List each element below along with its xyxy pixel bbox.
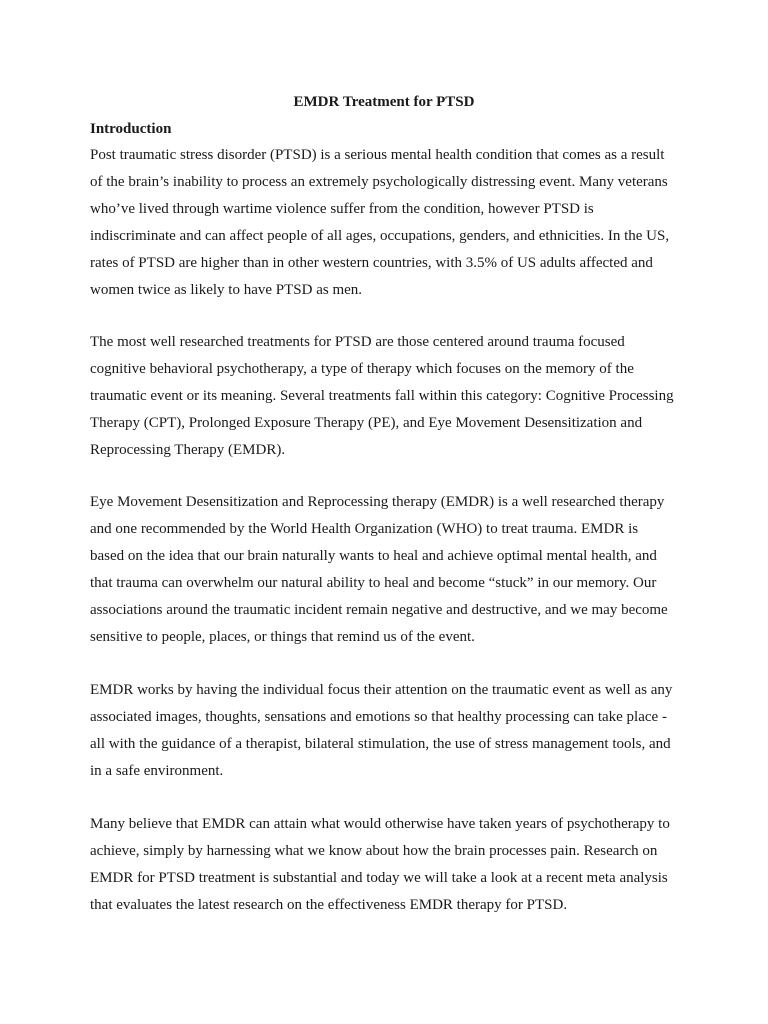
text-line: indiscriminate and can affect people of all ages, occupations, genders, and ethnicities. In the US, bbox=[90, 228, 670, 244]
text-line: and one recommended by the World Health Organization (WHO) to treat trauma. EMDR is bbox=[90, 521, 639, 537]
text-line: sensitive to people, places, or things that remind us of the event. bbox=[90, 629, 475, 645]
text-line: that trauma can overwhelm our natural ability to heal and become “stuck” in our memory. Our bbox=[90, 575, 657, 591]
text-line: Post traumatic stress disorder (PTSD) is a serious mental health condition that comes as a result bbox=[90, 147, 665, 163]
paragraph-3 bbox=[90, 489, 690, 651]
text-line: of the brain’s inability to process an extremely psychologically distressing event. Many veterans bbox=[90, 174, 668, 190]
text-line: EMDR for PTSD treatment is substantial and today we will take a look at a recent meta analysis bbox=[90, 870, 668, 886]
text-line: based on the idea that our brain naturally wants to heal and achieve optimal mental health, and bbox=[90, 548, 657, 564]
text-line: Reprocessing Therapy (EMDR). bbox=[90, 442, 286, 458]
text-line: all with the guidance of a therapist, bilateral stimulation, the use of stress management tools, and bbox=[90, 736, 671, 752]
text-line: The most well researched treatments for PTSD are those centered around trauma focused bbox=[90, 334, 625, 350]
text-line: cognitive behavioral psychotherapy, a type of therapy which focuses on the memory of the bbox=[90, 361, 634, 377]
paragraph-1 bbox=[90, 142, 690, 304]
text-line: in a safe environment. bbox=[90, 763, 224, 779]
text-line: EMDR works by having the individual focus their attention on the traumatic event as well as any bbox=[90, 682, 673, 698]
paragraph-4 bbox=[90, 677, 690, 785]
text-line: that evaluates the latest research on the effectiveness EMDR therapy for PTSD. bbox=[90, 897, 568, 913]
text-line: achieve, simply by harnessing what we know about how the brain processes pain. Research on bbox=[90, 843, 658, 859]
section-heading-introduction: Introduction bbox=[90, 121, 172, 137]
paragraph-2 bbox=[90, 329, 690, 464]
text-line: traumatic event or its meaning. Several treatments fall within this category: Cognitive Processing bbox=[90, 388, 674, 404]
text-line: Eye Movement Desensitization and Reprocessing therapy (EMDR) is a well researched therapy bbox=[90, 494, 665, 510]
text-line: who’ve lived through wartime violence suffer from the condition, however PTSD is bbox=[90, 201, 594, 217]
text-line: associations around the traumatic incident remain negative and destructive, and we may become bbox=[90, 602, 668, 618]
text-line: rates of PTSD are higher than in other western countries, with 3.5% of US adults affected and bbox=[90, 255, 653, 271]
paragraph-5 bbox=[90, 811, 690, 919]
text-line: associated images, thoughts, sensations and emotions so that healthy processing can take place - bbox=[90, 709, 667, 725]
text-line: women twice as likely to have PTSD as men. bbox=[90, 282, 363, 298]
document-title: EMDR Treatment for PTSD bbox=[293, 94, 475, 110]
text-line: Many believe that EMDR can attain what would otherwise have taken years of psychotherapy to bbox=[90, 816, 670, 832]
text-line: Therapy (CPT), Prolonged Exposure Therapy (PE), and Eye Movement Desensitization and bbox=[90, 415, 643, 431]
